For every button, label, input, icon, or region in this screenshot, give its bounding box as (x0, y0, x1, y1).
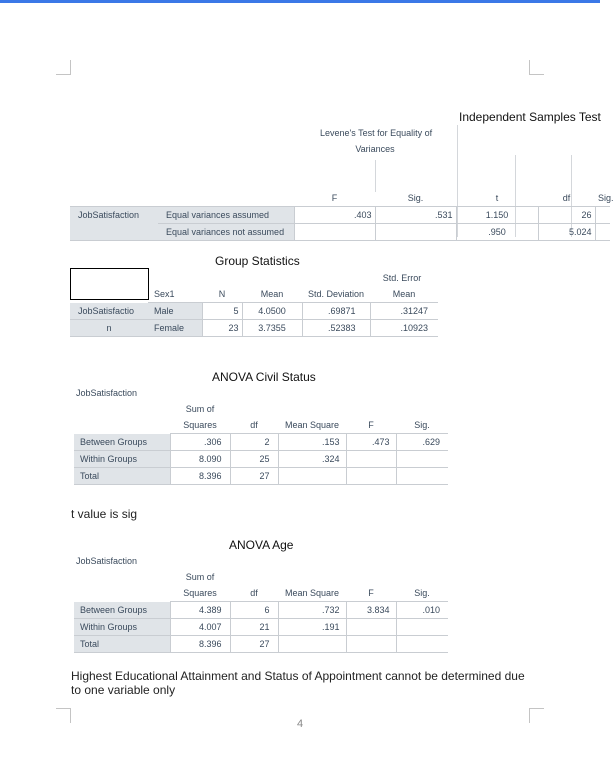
se-header-line2: Mean (370, 286, 438, 303)
table-header-row (70, 286, 438, 303)
f-cell: 3.834 (346, 602, 396, 619)
ms-cell (278, 636, 346, 653)
cell-t: 1.150 (456, 207, 538, 224)
table-row (70, 303, 438, 320)
df-header: df (230, 585, 278, 602)
ss-header-line2: Squares (170, 585, 230, 602)
ms-header: Mean Square (278, 417, 346, 434)
table-row (74, 468, 448, 485)
se-cell: .10923 (370, 320, 438, 337)
df-cell: 21 (230, 619, 278, 636)
sd-cell: .69871 (302, 303, 370, 320)
f-header: F (346, 417, 396, 434)
mean-header: Mean (242, 286, 302, 303)
ss-header-line1: Sum of (185, 404, 215, 414)
ss-cell: 8.090 (170, 451, 230, 468)
cell-df: 5.024 (538, 224, 595, 241)
ms-cell: .732 (278, 602, 346, 619)
group-statistics-title: Group Statistics (215, 254, 300, 268)
ms-cell (278, 468, 346, 485)
table-header-row (74, 585, 448, 602)
anova-age-title: ANOVA Age (229, 538, 294, 552)
page-number: 4 (296, 718, 304, 730)
df-cell: 27 (230, 468, 278, 485)
cell-f (294, 224, 375, 241)
col-f-header: F (331, 193, 338, 203)
cell-sig: .531 (375, 207, 456, 224)
table-row (74, 434, 448, 451)
margin-corner-top-right (529, 60, 544, 75)
df-cell: 27 (230, 636, 278, 653)
table-row (74, 619, 448, 636)
t-value-note: t value is sig (71, 507, 138, 521)
ms-cell: .324 (278, 451, 346, 468)
ss-cell: 4.007 (170, 619, 230, 636)
variable-label-line1: JobSatisfactio (70, 303, 148, 320)
sex-cell: Female (148, 320, 202, 337)
ss-cell: .306 (170, 434, 230, 451)
df-cell: 25 (230, 451, 278, 468)
levene-header-line2: Variances (355, 144, 395, 154)
table-header-row (74, 417, 448, 434)
ms-cell: .191 (278, 619, 346, 636)
variable-label-line2: n (70, 320, 148, 337)
anova-civil-dependent: JobSatisfaction (76, 388, 138, 398)
row-label: Total (74, 636, 170, 653)
levene-header-line1: Levene's Test for Equality of (320, 128, 433, 138)
df-header: df (230, 417, 278, 434)
sex-cell: Male (148, 303, 202, 320)
table-header-row (74, 401, 448, 417)
table-row (70, 224, 610, 241)
sig-cell (396, 619, 448, 636)
anova-age-dependent: JobSatisfaction (76, 556, 138, 566)
ms-cell: .153 (278, 434, 346, 451)
sig-cell (396, 636, 448, 653)
row-label: Between Groups (74, 434, 170, 451)
sig-cell: .629 (396, 434, 448, 451)
cell-sig (375, 224, 456, 241)
mean-cell: 4.0500 (242, 303, 302, 320)
margin-corner-bottom-left (56, 708, 71, 723)
ss-header-line2: Squares (170, 417, 230, 434)
table-row (74, 602, 448, 619)
closing-note: Highest Educational Attainment and Status of Appointment cannot be determined due to one variable only (71, 669, 525, 697)
cell-f: .403 (294, 207, 375, 224)
table-row (74, 636, 448, 653)
f-cell (346, 468, 396, 485)
ss-header-line1: Sum of (185, 572, 215, 582)
n-cell: 23 (202, 320, 242, 337)
df-cell: 2 (230, 434, 278, 451)
se-header-line1: Std. Error (382, 273, 422, 283)
table-row (70, 320, 438, 337)
table-header-row (70, 190, 610, 207)
margin-corner-bottom-right (529, 708, 544, 723)
top-accent-bar (0, 0, 600, 3)
anova-civil-table (74, 401, 448, 485)
table-row (74, 451, 448, 468)
sig-header: Sig. (396, 585, 448, 602)
table-header-row (74, 569, 448, 585)
sig-header: Sig. (396, 417, 448, 434)
col-df-header: df (562, 193, 571, 203)
header-divider (375, 160, 376, 192)
sig-cell (396, 468, 448, 485)
f-cell (346, 451, 396, 468)
cell-df: 26 (538, 207, 595, 224)
ss-cell: 8.396 (170, 468, 230, 485)
row-label: Equal variances assumed (158, 207, 294, 224)
col-t-header: t (495, 193, 499, 203)
sig-cell (396, 451, 448, 468)
independent-samples-table (70, 190, 614, 241)
cell-t: .950 (456, 224, 538, 241)
row-label: Within Groups (74, 451, 170, 468)
row-label: Equal variances not assumed (158, 224, 294, 241)
anova-civil-title: ANOVA Civil Status (212, 370, 316, 384)
anova-age-table (74, 569, 448, 653)
group-statistics-table (70, 286, 438, 337)
f-cell (346, 619, 396, 636)
ss-cell: 8.396 (170, 636, 230, 653)
f-cell: .473 (346, 434, 396, 451)
ms-header: Mean Square (278, 585, 346, 602)
sd-cell: .52383 (302, 320, 370, 337)
sig-cell: .010 (396, 602, 448, 619)
se-cell: .31247 (370, 303, 438, 320)
independent-samples-test-title: Independent Samples Test (459, 110, 601, 124)
sex-header: Sex1 (148, 286, 202, 303)
f-cell (346, 636, 396, 653)
mean-cell: 3.7355 (242, 320, 302, 337)
row-label: Total (74, 468, 170, 485)
sd-header: Std. Deviation (302, 286, 370, 303)
n-header: N (202, 286, 242, 303)
margin-corner-top-left (56, 60, 71, 75)
n-cell: 5 (202, 303, 242, 320)
row-label: Between Groups (74, 602, 170, 619)
f-header: F (346, 585, 396, 602)
col-sig-header: Sig. (407, 193, 424, 203)
table-row (70, 207, 610, 224)
variable-label: JobSatisfaction (70, 207, 158, 224)
ss-cell: 4.389 (170, 602, 230, 619)
row-label: Within Groups (74, 619, 170, 636)
col-sig2-header: Sig. (598, 193, 614, 203)
df-cell: 6 (230, 602, 278, 619)
